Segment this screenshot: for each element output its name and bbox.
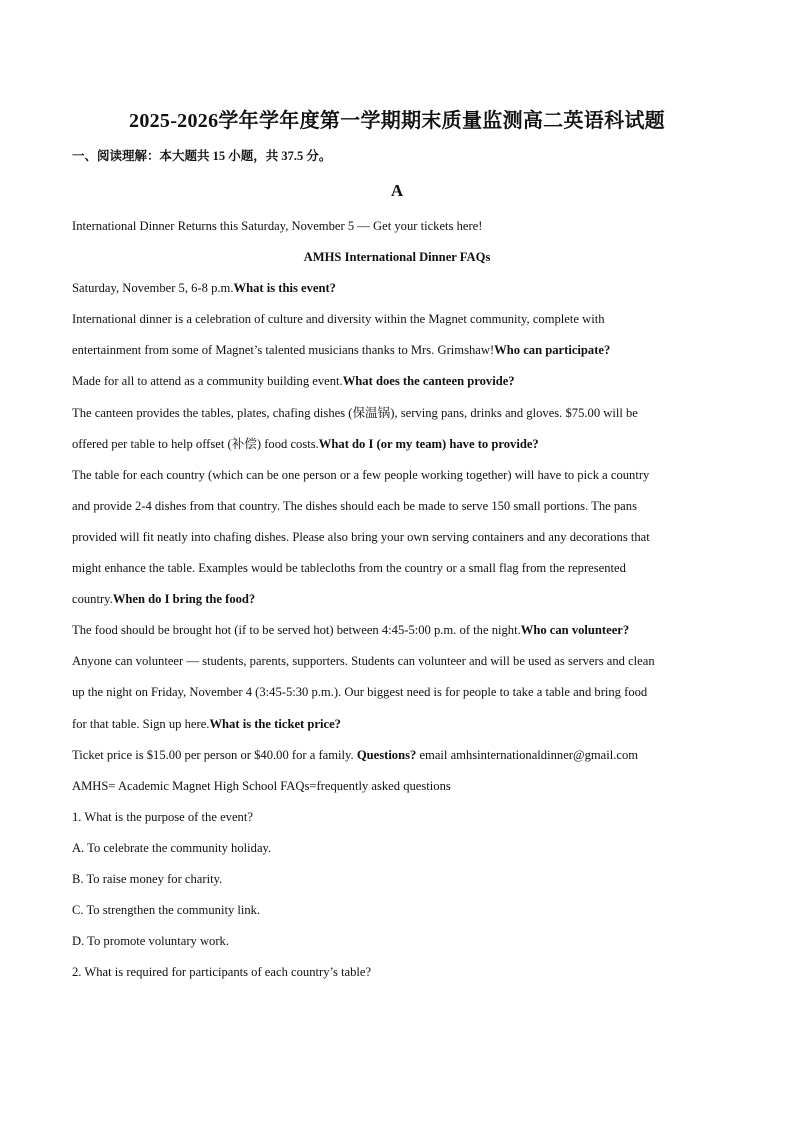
- text-line: [72, 866, 722, 897]
- text-segment: Anyone can volunteer — students, parents, supporters. Students can volunteer and will be used as servers and clean: [72, 654, 655, 669]
- text-segment: and provide 2-4 dishes from that country. The dishes should each be made to serve 150 small portions. The pans: [72, 498, 637, 513]
- text-line: [72, 524, 722, 555]
- text-segment: email amhsinternationaldinner@gmail.com: [416, 747, 639, 762]
- bold-text: Questions?: [356, 747, 417, 762]
- bold-text: What is the ticket price?: [209, 716, 341, 731]
- text-line: [72, 275, 722, 306]
- text-line: [72, 648, 722, 679]
- bold-text: Who can volunteer?: [520, 623, 630, 638]
- text-line: [72, 462, 722, 493]
- text-segment: International dinner is a celebration of culture and diversity within the Magnet community, complete with: [72, 312, 605, 327]
- passage-body: [72, 213, 722, 990]
- text-line: [72, 213, 722, 244]
- text-segment: Ticket price is $15.00 per person or $40.00 for a family.: [72, 747, 357, 762]
- text-line: [72, 555, 722, 586]
- text-segment: 2. What is required for participants of each country’s table?: [72, 965, 372, 980]
- text-line: [72, 337, 722, 368]
- text-segment: 1. What is the purpose of the event?: [72, 809, 253, 824]
- passage-letter: A: [390, 181, 404, 200]
- text-segment: for that table. Sign up here.: [72, 716, 210, 731]
- text-line: [72, 959, 722, 990]
- text-segment: D. To promote voluntary work.: [72, 934, 229, 949]
- text-line: [72, 617, 722, 648]
- text-segment: The food should be brought hot (if to be served hot) between 4:45-5:00 p.m. of the night.: [72, 623, 521, 638]
- text-line: [72, 679, 722, 710]
- text-line: [72, 400, 722, 431]
- text-segment: B. To raise money for charity.: [72, 871, 223, 886]
- text-segment: The table for each country (which can be one person or a few people working together) will have to pick a country: [72, 467, 650, 482]
- text-segment: provided will fit neatly into chafing dishes. Please also bring your own serving containers and any decorations that: [72, 529, 650, 544]
- text-segment: Made for all to attend as a community building event.: [72, 374, 343, 389]
- bold-text: What is this event?: [233, 281, 336, 296]
- text-line: [72, 493, 722, 524]
- text-segment: might enhance the table. Examples would be tablecloths from the country or a small flag from the represented: [72, 561, 626, 576]
- text-segment: offered per table to help offset (补偿) food costs.: [72, 436, 319, 451]
- text-segment: Saturday, November 5, 6-8 p.m.: [72, 281, 234, 296]
- text-line: [72, 773, 722, 804]
- text-line: [72, 928, 722, 959]
- text-line: [72, 897, 722, 928]
- text-line: [72, 431, 722, 462]
- bold-text: What does the canteen provide?: [342, 374, 515, 389]
- bold-text: AMHS International Dinner FAQs: [303, 250, 491, 265]
- text-line: [72, 835, 722, 866]
- text-line: [72, 306, 722, 337]
- text-segment: The canteen provides the tables, plates, chafing dishes (保温锅), serving pans, drinks and gloves. $75.00 will be: [72, 405, 638, 420]
- text-line: [72, 368, 722, 399]
- text-line: [72, 711, 722, 742]
- bold-text: When do I bring the food?: [112, 592, 256, 607]
- section-heading: 一、阅读理解：本大题共 15 小题，共 37.5 分。: [72, 149, 332, 163]
- text-segment: A. To celebrate the community holiday.: [72, 840, 272, 855]
- text-line: [72, 804, 722, 835]
- text-segment: AMHS= Academic Magnet High School FAQs=frequently asked questions: [72, 778, 451, 793]
- text-segment: country.: [72, 592, 113, 607]
- text-segment: International Dinner Returns this Saturday, November 5 — Get your tickets here!: [72, 219, 483, 233]
- page-title: 2025-2026学年学年度第一学期期末质量监测高二英语科试题: [129, 110, 665, 132]
- text-line: [72, 586, 722, 617]
- text-line: [72, 742, 722, 773]
- text-segment: entertainment from some of Magnet’s talented musicians thanks to Mrs. Grimshaw!: [72, 343, 495, 358]
- bold-text: Who can participate?: [494, 343, 611, 358]
- bold-text: What do I (or my team) have to provide?: [318, 436, 539, 451]
- text-segment: up the night on Friday, November 4 (3:45-5:30 p.m.). Our biggest need is for people to take a table and bring food: [72, 685, 648, 700]
- text-segment: C. To strengthen the community link.: [72, 903, 261, 918]
- text-line: [72, 244, 722, 275]
